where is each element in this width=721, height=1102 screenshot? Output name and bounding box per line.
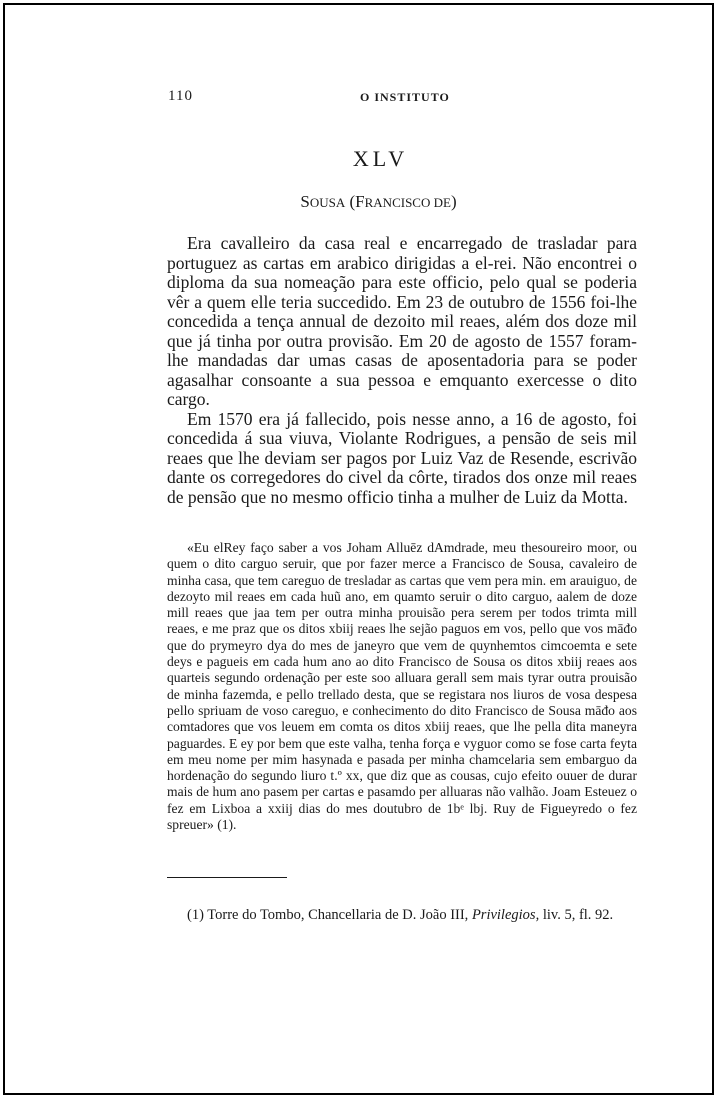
quoted-document: «Eu elRey faço saber a vos Joham Alluēz dAmdrade, meu thesoureiro moor, ou quem o dito carguo seruir, que por fazer merce a Francisco de Sousa, cavaleiro de minha casa, que tem careguo de tresladar as cartas que vem pera min. em arauiguo, de dezoyto mil reaes em cada huũ ano, em quamto seruir o dito carguo, aalem de doze mill reaes que jaa tem per outra minha prouisão pera serem per todos trimta mill reaes, e me praz que os ditos xbiij reaes lhe sejão paguos em vos, pello que vos māđo que do prymeyro dya do mes de janeyro que vem de quynhemtos cimcoemta e sete deys e pagueis em cada hum ano ao dito Francisco de Sousa os ditos xbiij reaes aos quarteis segundo ordenação per este soo alluara gerall sem mais tyrar outra prouisão de minha fazemda, e pello trellado desta, que se registara nos liuros de vosa despesa pello spriuam de voso careguo, e conhecimento do dito Francisco de Sousa māđo aos comtadores que vos leuem em comta os ditos xbiij reaes, que lhe pella dita maneyra paguardes. E ey por bem que este valha, tenha força e vyguor como se fose carta feyta em meu nome per mim hasynada e pasada per minha chamcelaria sem embarguo da hordenação do segundo liuro t.º xx, que diz que as cousas, cujo efeito ouuer de durar mais de hum ano pasem per cartas e pasamdo per alluaras não valhão. Joam Esteuez o fez em Lixboa a xxiij dias do mes doutubro de 1bᵉ lbj. Ruy de Figueyredo o fez spreuer» (1). bbox=[167, 540, 637, 833]
paragraph-2: Em 1570 era já fallecido, pois nesse anno, a 16 de agosto, foi concedida á sua viuva, Violante Rodrigues, a pensão de seis mil reaes que lhe deviam ser pagos por Luiz Vaz de Resende, escrivão dante os corregedores do civel da côrte, tirados dos onze mil reaes de pensão que no mesmo officio tinha a mulher de Luiz da Motta. bbox=[167, 408, 637, 507]
subject-initial: S bbox=[300, 192, 310, 211]
paragraph-1: Era cavalleiro da casa real e encarregado de trasladar para portuguez as cartas em arabico dirigidas a el-rei. Não encontrei o diploma da sua nomeação para este officio, pelo qual se poderia vêr a quem elle teria succedido. Em 23 de outubro de 1556 foi-lhe concedida a tença annual de dezoito mil reaes, além dos doze mil que já tinha por outra provisão. Em 20 de agosto de 1557 foram-lhe mandadas dar umas casas de aposentadoria para se poder agasalhar consoante a sua pessoa e emquanto exercesse o dito cargo. bbox=[167, 233, 637, 409]
subject-paren-open: (F bbox=[345, 192, 365, 211]
subject-surname-rest: OUSA bbox=[309, 195, 346, 210]
subject-heading bbox=[0, 192, 721, 212]
footnote-italic: Privilegios, bbox=[471, 907, 540, 923]
chapter-number: XLV bbox=[352, 146, 409, 171]
footnote-divider bbox=[167, 877, 287, 878]
main-text bbox=[167, 234, 637, 507]
subject-given-name: RANCISCO DE bbox=[364, 195, 451, 210]
journal-title: O INSTITUTO bbox=[360, 90, 450, 104]
footnote-text-end: liv. 5, fl. 92. bbox=[539, 907, 614, 923]
page-number: 110 bbox=[168, 88, 193, 104]
subject-paren-close: ) bbox=[450, 192, 457, 211]
footnote bbox=[167, 906, 637, 924]
footnote-text: (1) Torre do Tombo, Chancellaria de D. João III, bbox=[187, 907, 472, 923]
running-head bbox=[168, 88, 638, 108]
